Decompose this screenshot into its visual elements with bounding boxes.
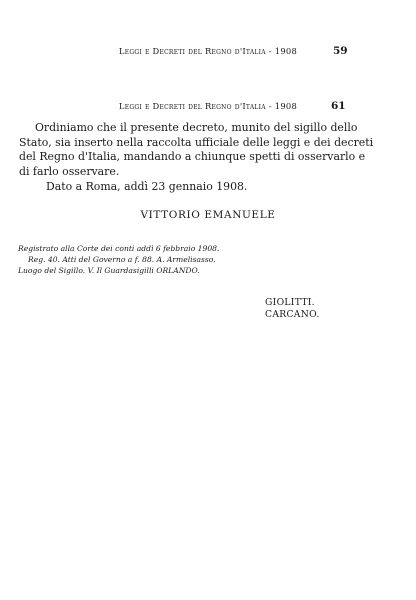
minister-signature: GIOLITTI. xyxy=(265,297,315,308)
registration-text: Registrato alla Corte dei conti addì 6 febbraio 1908. xyxy=(18,244,220,253)
royal-signature: VITTORIO EMANUELE xyxy=(140,209,276,221)
paragraph-line: di farlo osservare. xyxy=(19,164,120,178)
running-header-title: Leggi e Decreti del Regno d'Italia - 1908 xyxy=(118,101,298,111)
running-header-top xyxy=(0,46,416,60)
registration-text: Reg. 40. Atti del Governo a f. 88. A. Armelisasso. xyxy=(28,255,216,264)
date-place-line: Dato a Roma, addì 23 gennaio 1908. xyxy=(46,180,248,193)
running-header-title: Leggi e Decreti del Regno d'Italia - 1908 xyxy=(118,46,298,56)
page-number: 59 xyxy=(333,45,348,57)
registration-line xyxy=(18,266,200,275)
page-number: 61 xyxy=(331,100,346,112)
registration-text: Luogo del Sigillo. V. Il Guardasigilli ORLANDO. xyxy=(18,266,200,275)
registration-line xyxy=(18,244,219,253)
paragraph-line: Ordiniamo che il presente decreto, munito del sigillo dello xyxy=(35,121,358,134)
paragraph-line: del Regno d'Italia, mandando a chiunque spetti di osservarlo e xyxy=(19,150,366,164)
minister-signature: CARCANO. xyxy=(265,309,320,320)
decree-paragraph xyxy=(19,121,374,179)
running-header-inner xyxy=(0,101,416,115)
paragraph-line: Stato, sia inserto nella raccolta ufficiale delle leggi e dei decreti xyxy=(19,135,374,149)
registration-line xyxy=(28,255,216,264)
